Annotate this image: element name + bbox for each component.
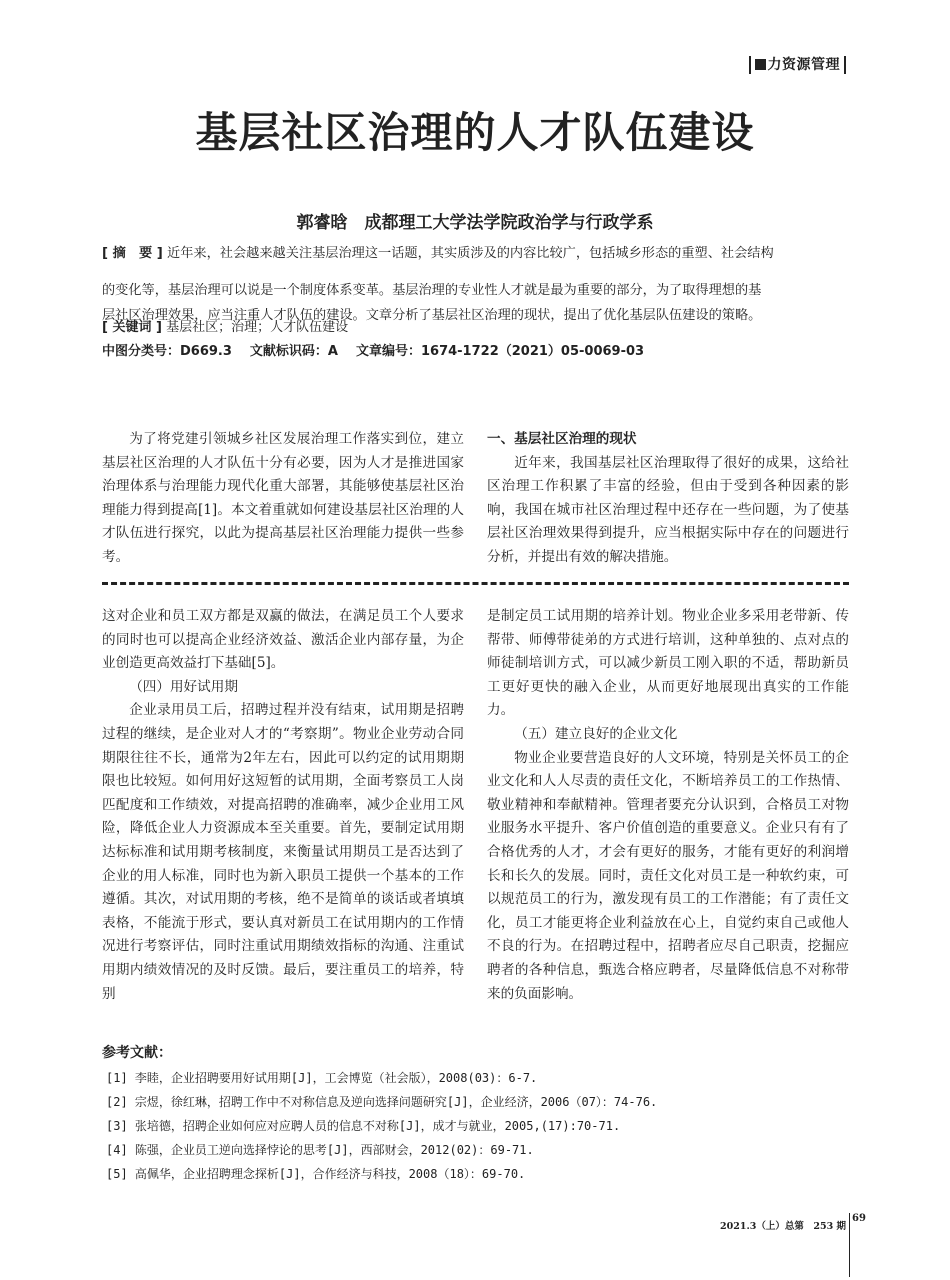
abstract-line-2: 的变化等，基层治理可以说是一个制度体系变革。基层治理的专业性人才就是最为重要的部分，为了取得理想的基 xyxy=(102,283,762,298)
right-column xyxy=(487,605,849,1006)
keywords-line xyxy=(102,316,348,335)
abstract-line-3: 层社区治理效果，应当注重人才队伍的建设。文章分析了基层社区治理的现状，提出了优化基层队伍建设的策略。 xyxy=(102,308,762,323)
intro-paragraph: 为了将党建引领城乡社区发展治理工作落实到位，建立基层社区治理的人才队伍十分有必要，因为人才是推进国家治理体系与治理能力现代化重大部署，其能够使基层社区治理能力得到提高[1]。本文着重就如何建设基层社区治理的人才队伍进行探究，以此为提高基层社区治理能力提供一些参考。 xyxy=(102,431,464,565)
section-tag-label: 力资源管理 xyxy=(767,57,840,73)
section-1-heading: 一、基层社区治理的现状 xyxy=(487,431,637,447)
intro-column xyxy=(102,428,464,570)
issue-info: 2021.3（上）总第 253 期 xyxy=(720,1221,846,1232)
classification-line xyxy=(102,340,662,359)
square-icon xyxy=(755,59,766,70)
left-paragraph-2: 企业录用员工后，招聘过程并没有结束，试用期是招聘过程的继续，是企业对人才的“考察期”。物业企业劳动合同期限往往不长，通常为2年左右，因此可以约定的试用期期限也比较短。如何用好这短暂的试用期，全面考察员工人岗匹配度和工作绩效，对提高招聘的准确率，减少企业用工风险，降低企业人力资源成本至关重要。首先，要制定试用期达标标准和试用期考核制度，来衡量试用期员工是否达到了企业的用人标准，同时也为新入职员工提供一个基本的工作遵循。其次，对试用期的考核，绝不是简单的谈话或者填填表格，不能流于形式，要认真对新员工在试用期内的工作情况进行考察评估，同时注重试用期绩效指标的沟通、注重试用期内绩效情况的及时反馈。最后，要注重员工的培养，特别 xyxy=(102,702,464,1002)
references-list xyxy=(106,1066,657,1186)
dashed-divider xyxy=(102,582,849,585)
section-1-paragraph: 近年来，我国基层社区治理取得了很好的成果，这给社区治理工作积累了丰富的经验，但由于受到各种因素的影响，我国在城市社区治理过程中还存在一些问题，为了使基层社区治理效果得到提升，应当根据实际中存在的问题进行分析，并提出有效的解决措施。 xyxy=(487,454,849,565)
keywords-text: 基层社区；治理；人才队伍建设 xyxy=(166,320,349,335)
reference-item: [5] 高佩华，企业招聘理念探析[J]，合作经济与科技，2008（18）：69-70. xyxy=(106,1167,526,1181)
keywords-label: [ 关键词 ] xyxy=(102,320,162,335)
author-line: 郭睿晗 成都理工大学法学院政治学与行政学系 xyxy=(296,213,654,233)
right-paragraph-1: 是制定员工试用期的培养计划。物业企业多采用老带新、传帮带、师傅带徒弟的方式进行培训，这种单独的、点对点的师徒制培训方式，可以减少新员工刚入职的不适，帮助新员工更好更快的融入企业，从而更好地展现出真实的工作能力。 xyxy=(487,608,849,719)
abstract-line-1 xyxy=(102,242,774,261)
reference-item: [2] 宗煜，徐红琳，招聘工作中不对称信息及逆向选择问题研究[J]，企业经济，2006（07）：74-76. xyxy=(106,1095,658,1109)
article-title: 基层社区治理的人才队伍建设 xyxy=(195,108,755,157)
right-paragraph-2: 物业企业要营造良好的人文环境，特别是关怀员工的企业文化和人人尽责的责任文化，不断培养员工的工作热情、敬业精神和奉献精神。管理者要充分认识到，合格员工对物业服务水平提升、客户价值创造的重要意义。企业只有有了合格优秀的人才，才会有更好的服务，才能有更好的利润增长和长久的发展。同时，责任文化对员工是一种软约束，可以规范员工的行为，激发现有员工的工作潜能；有了责任文化，员工才能更将企业利益放在心上，自觉约束自己或他人不良的行为。在招聘过程中，招聘者应尽自己职责，挖掘应聘者的各种信息，甄选合格应聘者，尽量降低信息不对称带来的负面影响。 xyxy=(487,749,849,1002)
reference-item: [1] 李睦，企业招聘要用好试用期[J]，工会博览（社会版），2008(03)：6-7. xyxy=(106,1071,538,1085)
subsection-4-heading: （四）用好试用期 xyxy=(129,678,238,695)
section-tag xyxy=(749,56,847,74)
reference-item: [3] 张培德，招聘企业如何应对应聘人员的信息不对称[J]，成才与就业，2005,(17):70-71. xyxy=(106,1119,621,1133)
page-number: 69 xyxy=(849,1213,866,1277)
left-paragraph-1: 这对企业和员工双方都是双赢的做法，在满足员工个人要求的同时也可以提高企业经济效益、激活企业内部存量，为企业创造更高效益打下基础[5]。 xyxy=(102,608,464,672)
section-1-column xyxy=(487,428,849,570)
doc-code: 文献标识码：A xyxy=(249,344,338,359)
abstract-text-1: 近年来，社会越来越关注基层治理这一话题，其实质涉及的内容比较广，包括城乡形态的重塑、社会结构 xyxy=(167,246,774,261)
subsection-5-heading: （五）建立良好的企业文化 xyxy=(514,725,678,742)
abstract-label: [ 摘 要 ] xyxy=(102,246,163,261)
references-title: 参考文献： xyxy=(102,1045,172,1061)
article-number: 文章编号：1674-1722（2021）05-0069-03 xyxy=(355,344,645,359)
clc-number: 中图分类号：D669.3 xyxy=(102,344,232,359)
reference-item: [4] 陈强，企业员工逆向选择悖论的思考[J]，西部财会，2012(02)：69-71. xyxy=(106,1143,534,1157)
left-column xyxy=(102,605,464,1006)
